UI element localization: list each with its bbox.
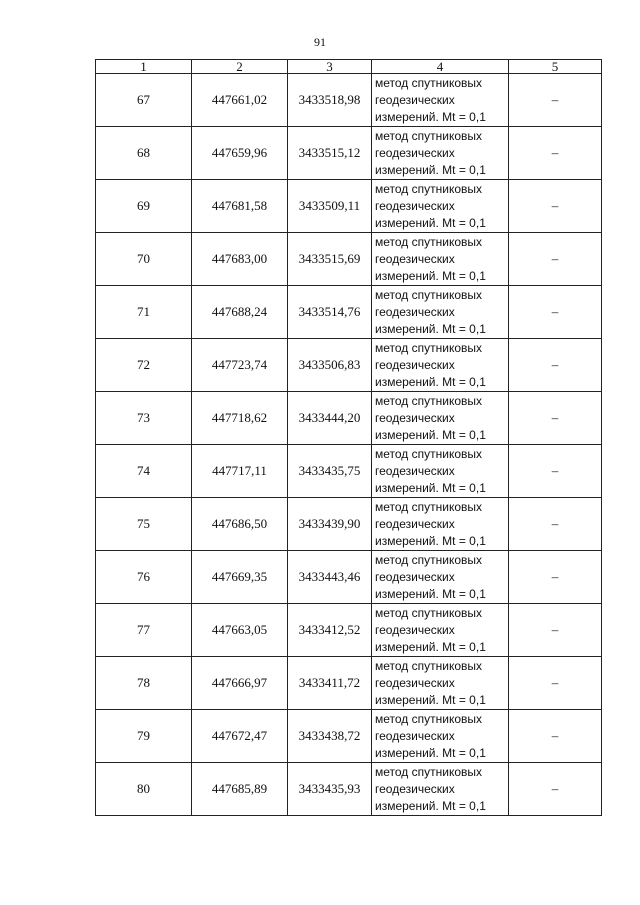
table-row	[96, 74, 602, 127]
method-line: метод спутниковых	[375, 499, 483, 514]
note-cell: –	[509, 710, 602, 763]
method-line: геодезических	[375, 198, 455, 213]
method-line: измерений. Mt = 0,1	[375, 321, 486, 336]
x-coordinate-cell: 447723,74	[192, 339, 288, 392]
method-line: геодезических	[375, 675, 455, 690]
method-line: измерений. Mt = 0,1	[375, 692, 486, 707]
method-line: метод спутниковых	[375, 234, 483, 249]
table-row	[96, 339, 602, 392]
note-cell: –	[509, 657, 602, 710]
table-row	[96, 604, 602, 657]
method-line: измерений. Mt = 0,1	[375, 162, 486, 177]
method-line: геодезических	[375, 569, 455, 584]
x-coordinate-cell: 447685,89	[192, 763, 288, 816]
method-line: измерений. Mt = 0,1	[375, 109, 486, 124]
method-cell	[372, 657, 509, 710]
y-coordinate-cell: 3433412,52	[288, 604, 372, 657]
method-cell	[372, 74, 509, 127]
method-line: метод спутниковых	[375, 552, 483, 567]
method-line: геодезических	[375, 304, 455, 319]
header-col-5: 5	[509, 60, 602, 74]
note-cell: –	[509, 286, 602, 339]
note-cell: –	[509, 445, 602, 498]
method-line: измерений. Mt = 0,1	[375, 480, 486, 495]
point-number-cell: 80	[96, 763, 192, 816]
method-line: геодезических	[375, 92, 455, 107]
x-coordinate-cell: 447681,58	[192, 180, 288, 233]
note-cell: –	[509, 392, 602, 445]
y-coordinate-cell: 3433443,46	[288, 551, 372, 604]
note-cell: –	[509, 233, 602, 286]
method-cell	[372, 286, 509, 339]
note-cell: –	[509, 551, 602, 604]
method-line: метод спутниковых	[375, 764, 483, 779]
method-line: измерений. Mt = 0,1	[375, 268, 486, 283]
note-cell: –	[509, 604, 602, 657]
x-coordinate-cell: 447717,11	[192, 445, 288, 498]
method-line: измерений. Mt = 0,1	[375, 745, 486, 760]
point-number-cell: 79	[96, 710, 192, 763]
point-number-cell: 67	[96, 74, 192, 127]
method-cell	[372, 339, 509, 392]
method-line: геодезических	[375, 357, 455, 372]
method-line: измерений. Mt = 0,1	[375, 586, 486, 601]
method-line: измерений. Mt = 0,1	[375, 427, 486, 442]
table-row	[96, 657, 602, 710]
point-number-cell: 73	[96, 392, 192, 445]
table-header-row	[96, 60, 602, 74]
method-line: метод спутниковых	[375, 128, 483, 143]
y-coordinate-cell: 3433514,76	[288, 286, 372, 339]
y-coordinate-cell: 3433506,83	[288, 339, 372, 392]
method-line: геодезических	[375, 410, 455, 425]
method-line: метод спутниковых	[375, 393, 483, 408]
point-number-cell: 71	[96, 286, 192, 339]
method-line: геодезических	[375, 516, 455, 531]
note-cell: –	[509, 339, 602, 392]
y-coordinate-cell: 3433435,93	[288, 763, 372, 816]
method-line: геодезических	[375, 463, 455, 478]
note-cell: –	[509, 498, 602, 551]
method-cell	[372, 710, 509, 763]
method-line: измерений. Mt = 0,1	[375, 374, 486, 389]
note-cell: –	[509, 127, 602, 180]
table-row	[96, 286, 602, 339]
x-coordinate-cell: 447663,05	[192, 604, 288, 657]
y-coordinate-cell: 3433515,69	[288, 233, 372, 286]
method-line: геодезических	[375, 251, 455, 266]
point-number-cell: 70	[96, 233, 192, 286]
method-cell	[372, 392, 509, 445]
point-number-cell: 69	[96, 180, 192, 233]
method-line: геодезических	[375, 622, 455, 637]
table-row	[96, 127, 602, 180]
y-coordinate-cell: 3433518,98	[288, 74, 372, 127]
coordinates-table	[95, 59, 602, 816]
header-col-2: 2	[192, 60, 288, 74]
header-col-1: 1	[96, 60, 192, 74]
method-cell	[372, 127, 509, 180]
table-row	[96, 710, 602, 763]
method-line: геодезических	[375, 781, 455, 796]
method-cell	[372, 498, 509, 551]
table-row	[96, 551, 602, 604]
method-line: метод спутниковых	[375, 605, 483, 620]
x-coordinate-cell: 447718,62	[192, 392, 288, 445]
x-coordinate-cell: 447686,50	[192, 498, 288, 551]
method-line: метод спутниковых	[375, 75, 483, 90]
y-coordinate-cell: 3433435,75	[288, 445, 372, 498]
table-row	[96, 763, 602, 816]
method-cell	[372, 233, 509, 286]
y-coordinate-cell: 3433515,12	[288, 127, 372, 180]
y-coordinate-cell: 3433439,90	[288, 498, 372, 551]
x-coordinate-cell: 447666,97	[192, 657, 288, 710]
method-line: метод спутниковых	[375, 340, 483, 355]
y-coordinate-cell: 3433444,20	[288, 392, 372, 445]
x-coordinate-cell: 447688,24	[192, 286, 288, 339]
y-coordinate-cell: 3433438,72	[288, 710, 372, 763]
method-line: метод спутниковых	[375, 287, 483, 302]
method-line: метод спутниковых	[375, 711, 483, 726]
point-number-cell: 75	[96, 498, 192, 551]
method-line: метод спутниковых	[375, 658, 483, 673]
point-number-cell: 76	[96, 551, 192, 604]
x-coordinate-cell: 447659,96	[192, 127, 288, 180]
x-coordinate-cell: 447661,02	[192, 74, 288, 127]
method-cell	[372, 180, 509, 233]
method-line: геодезических	[375, 728, 455, 743]
method-line: измерений. Mt = 0,1	[375, 639, 486, 654]
x-coordinate-cell: 447669,35	[192, 551, 288, 604]
header-col-4: 4	[372, 60, 509, 74]
point-number-cell: 78	[96, 657, 192, 710]
point-number-cell: 68	[96, 127, 192, 180]
page-number: 91	[314, 35, 326, 49]
x-coordinate-cell: 447672,47	[192, 710, 288, 763]
table-row	[96, 233, 602, 286]
y-coordinate-cell: 3433411,72	[288, 657, 372, 710]
table-row	[96, 445, 602, 498]
method-cell	[372, 445, 509, 498]
point-number-cell: 77	[96, 604, 192, 657]
point-number-cell: 74	[96, 445, 192, 498]
table-body	[96, 74, 602, 816]
table-row	[96, 392, 602, 445]
table-row	[96, 498, 602, 551]
method-line: измерений. Mt = 0,1	[375, 798, 486, 813]
method-cell	[372, 604, 509, 657]
method-line: измерений. Mt = 0,1	[375, 533, 486, 548]
point-number-cell: 72	[96, 339, 192, 392]
note-cell: –	[509, 74, 602, 127]
method-cell	[372, 763, 509, 816]
y-coordinate-cell: 3433509,11	[288, 180, 372, 233]
method-cell	[372, 551, 509, 604]
method-line: метод спутниковых	[375, 181, 483, 196]
note-cell: –	[509, 763, 602, 816]
method-line: геодезических	[375, 145, 455, 160]
header-col-3: 3	[288, 60, 372, 74]
method-line: метод спутниковых	[375, 446, 483, 461]
note-cell: –	[509, 180, 602, 233]
method-line: измерений. Mt = 0,1	[375, 215, 486, 230]
table-row	[96, 180, 602, 233]
x-coordinate-cell: 447683,00	[192, 233, 288, 286]
